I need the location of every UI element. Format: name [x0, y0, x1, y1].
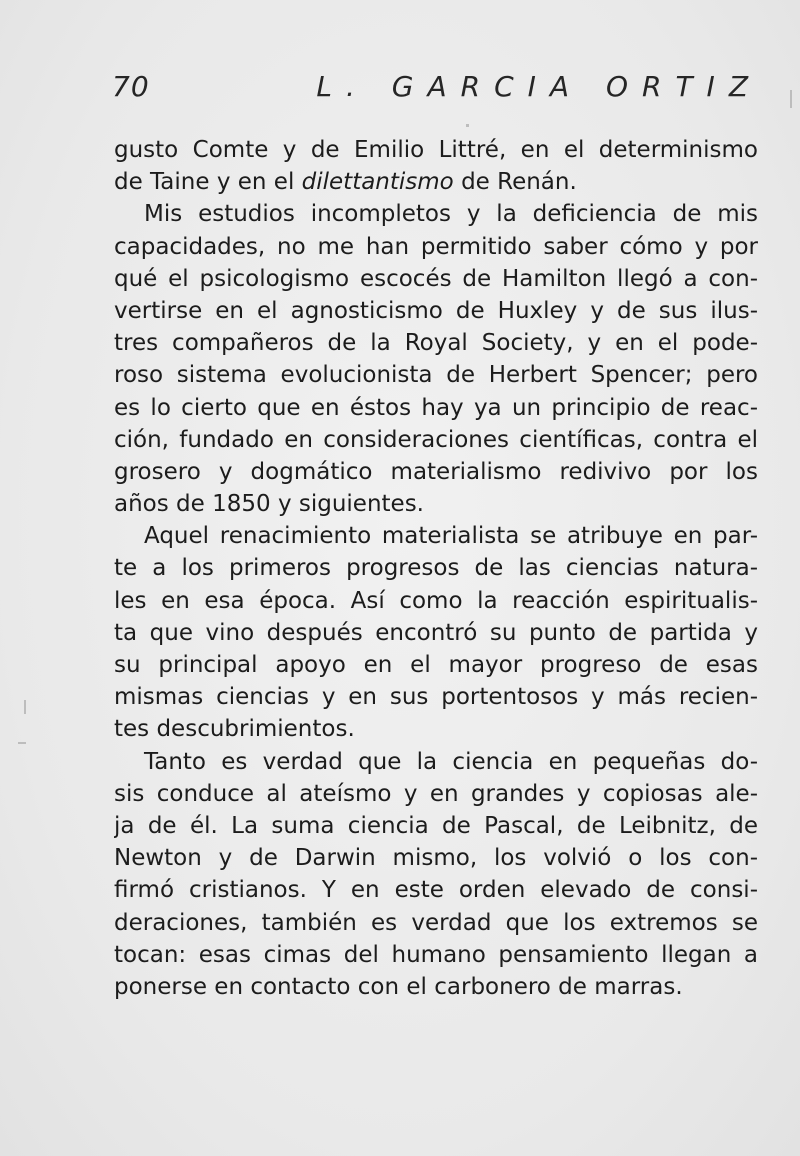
body-text: [114, 134, 758, 1003]
text-span: de Taine y en el: [114, 169, 295, 196]
scan-speck: [18, 742, 26, 744]
text-line: qué el psicologismo escocés de Hamilton llegó a con-: [114, 265, 758, 292]
text-line: firmó cristianos. Y en este orden elevado de consi-: [114, 877, 758, 904]
text-line: ción, fundado en consideraciones científicas, contra el: [114, 426, 758, 453]
text-line: es lo cierto que en éstos hay ya un principio de reac-: [114, 394, 758, 421]
text-line: tocan: esas cimas del humano pensamiento llegan a: [114, 941, 758, 968]
scan-speck: [790, 90, 792, 108]
text-line: mismas ciencias y en sus portentosos y más recien-: [114, 684, 758, 711]
running-head: L. GARCIA ORTIZ: [316, 70, 762, 103]
text-line: [114, 166, 758, 198]
text-line: ja de él. La suma ciencia de Pascal, de Leibnitz, de: [114, 812, 758, 839]
paragraph-first-line: Aquel renacimiento materialista se atribuye en par-: [144, 523, 758, 550]
text-line: vertirse en el agnosticismo de Huxley y de sus ilus-: [114, 297, 758, 324]
text-line: deraciones, también es verdad que los extremos se: [114, 909, 758, 936]
page-number: 70: [112, 70, 150, 103]
paragraph-first-line: Tanto es verdad que la ciencia en pequeñas do-: [144, 748, 758, 775]
text-line: ponerse en contacto con el carbonero de marras.: [114, 973, 683, 1000]
text-line: su principal apoyo en el mayor progreso de esas: [114, 652, 758, 678]
italic-term: dilettantismo: [301, 169, 454, 196]
text-line: gusto Comte y de Emilio Littré, en el determinismo: [114, 137, 758, 163]
text-line: tes descubrimientos.: [114, 716, 355, 743]
text-line: tres compañeros de la Royal Society, y en el pode-: [114, 330, 758, 357]
page-header: [112, 70, 762, 110]
text-line: ta que vino después encontró su punto de partida y: [114, 619, 758, 646]
paragraph-first-line: Mis estudios incompletos y la deficiencia de mis: [144, 201, 758, 228]
text-line: capacidades, no me han permitido saber cómo y por: [114, 233, 758, 260]
text-line: Newton y de Darwin mismo, los volvió o los con-: [114, 845, 758, 872]
text-line: años de 1850 y siguientes.: [114, 491, 424, 518]
text-line: roso sistema evolucionista de Herbert Spencer; pero: [114, 362, 758, 389]
text-line: sis conduce al ateísmo y en grandes y copiosas ale-: [114, 780, 758, 807]
text-line: grosero y dogmático materialismo redivivo por los: [114, 458, 758, 485]
text-span: de Renán.: [461, 169, 577, 196]
text-line: te a los primeros progresos de las ciencias natura-: [114, 555, 758, 582]
scan-speck: [24, 700, 26, 714]
text-line: les en esa época. Así como la reacción espiritualis-: [114, 587, 758, 614]
scan-speck: [466, 124, 469, 127]
